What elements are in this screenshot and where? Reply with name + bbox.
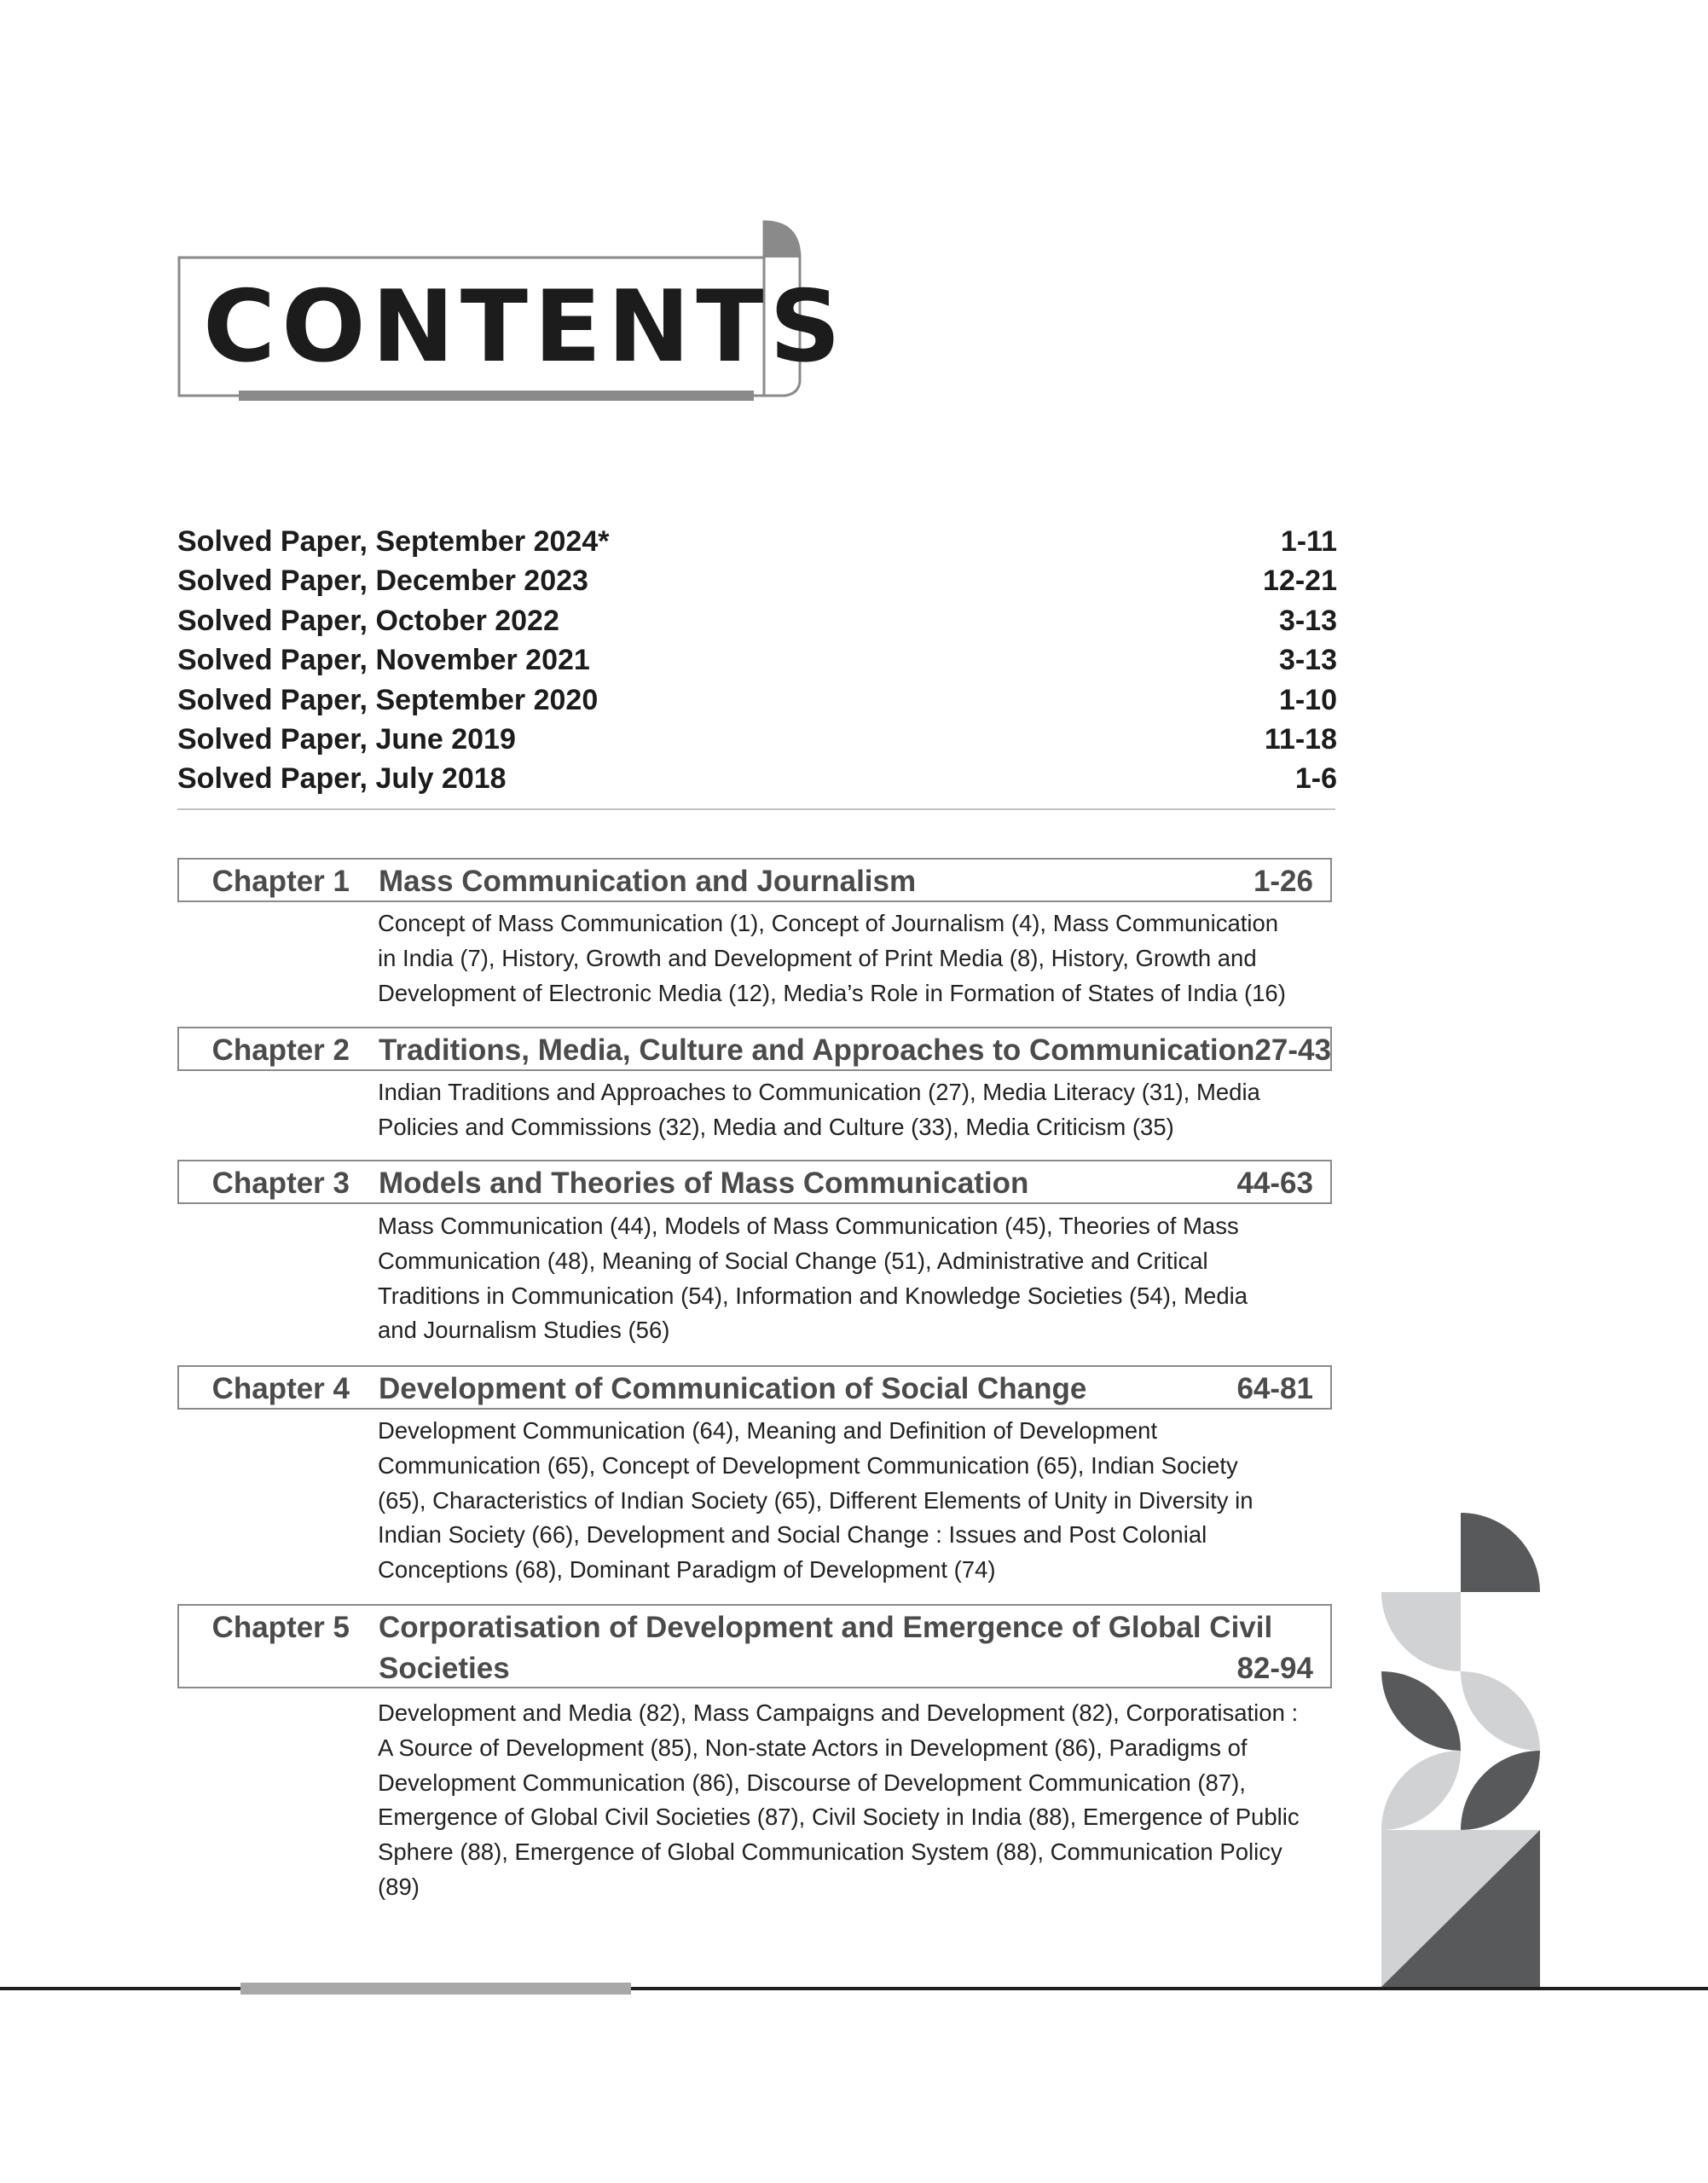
topic-line: (89)	[378, 1873, 420, 1900]
page-title: CONTENTS	[203, 269, 847, 385]
paper-row[interactable]	[177, 525, 1339, 565]
paper-pages: 1-10	[1278, 683, 1337, 716]
topic-line: Concept of Mass Communication (1), Concept of Journalism (4), Mass Communication	[378, 910, 1279, 936]
chapter-label: Chapter 2	[211, 1034, 350, 1067]
paper-row[interactable]	[177, 762, 1339, 802]
chapter-title: Corporatisation of Development and Emergence of Global Civil	[379, 1611, 1273, 1644]
chapter-2-heading[interactable]	[177, 1027, 1332, 1071]
topic-line: Indian Traditions and Approaches to Communication (27), Media Literacy (31), Media	[378, 1079, 1260, 1105]
chapter-pages: 1-26	[1253, 865, 1313, 898]
decorative-geometric-pattern	[1380, 1511, 1542, 1989]
chapter-title: Mass Communication and Journalism	[379, 865, 917, 898]
footer-accent-bar	[240, 1983, 631, 1995]
topic-line: Communication (48), Meaning of Social Change (51), Administrative and Critical	[378, 1247, 1208, 1274]
paper-label: Solved Paper, September 2024*	[177, 525, 610, 558]
topic-line: Development of Electronic Media (12), Media’s Role in Formation of States of India (16)	[378, 979, 1286, 1006]
topic-line: in India (7), History, Growth and Development of Print Media (8), History, Growth and	[378, 944, 1257, 971]
contents-banner	[177, 220, 847, 402]
paper-label: Solved Paper, October 2022	[177, 604, 559, 637]
chapter-pages: 82-94	[1236, 1652, 1313, 1685]
paper-label: Solved Paper, June 2019	[177, 722, 516, 756]
paper-row[interactable]	[177, 723, 1339, 762]
paper-label: Solved Paper, December 2023	[177, 565, 588, 598]
chapter-label: Chapter 5	[211, 1611, 350, 1644]
topic-line: Development and Media (82), Mass Campaigns and Development (82), Corporatisation :	[378, 1699, 1299, 1726]
topic-line: Mass Communication (44), Models of Mass Communication (45), Theories of Mass	[378, 1213, 1239, 1239]
topic-line: Sphere (88), Emergence of Global Communication System (88), Communication Policy	[378, 1838, 1282, 1866]
chapter-5-heading[interactable]	[177, 1604, 1332, 1688]
paper-label: Solved Paper, September 2020	[177, 683, 599, 716]
paper-row[interactable]	[177, 644, 1339, 683]
topic-line: Conceptions (68), Dominant Paradigm of Development (74)	[378, 1556, 996, 1584]
chapter-label: Chapter 1	[211, 865, 350, 898]
chapter-4-topics	[378, 1414, 1341, 1588]
chapter-1-topics	[378, 906, 1341, 1010]
paper-row[interactable]	[177, 684, 1339, 723]
paper-label: Solved Paper, July 2018	[177, 762, 507, 796]
chapter-pages: 64-81	[1236, 1372, 1313, 1405]
paper-row[interactable]	[177, 565, 1339, 604]
topic-line: Traditions in Communication (54), Information and Knowledge Societies (54), Media	[378, 1282, 1248, 1309]
chapter-3-topics	[378, 1209, 1341, 1348]
divider	[177, 808, 1335, 810]
chapter-label: Chapter 4	[211, 1372, 350, 1405]
paper-pages: 3-13	[1278, 604, 1337, 637]
chapter-4-heading[interactable]	[177, 1365, 1332, 1410]
topic-line: (65), Characteristics of Indian Society (65), Different Elements of Unity in Diversity in	[378, 1486, 1253, 1514]
topic-line: A Source of Development (85), Non-state Actors in Development (86), Paradigms of	[378, 1734, 1248, 1761]
chapter-pages: 44-63	[1236, 1167, 1313, 1200]
paper-label: Solved Paper, November 2021	[177, 644, 590, 677]
chapter-3-heading[interactable]	[177, 1160, 1332, 1204]
paper-pages: 3-13	[1278, 644, 1337, 677]
paper-pages: 1-6	[1294, 762, 1337, 796]
chapter-2-topics	[378, 1075, 1341, 1145]
chapter-title: Traditions, Media, Culture and Approaches to Communication27-43	[379, 1034, 1331, 1067]
chapter-title-continued: Societies	[379, 1652, 510, 1685]
chapter-title: Models and Theories of Mass Communication	[379, 1167, 1029, 1200]
topic-line: and Journalism Studies (56)	[378, 1317, 670, 1344]
solved-papers-list	[177, 525, 1339, 802]
chapter-5-topics	[378, 1696, 1341, 1905]
topic-line: Emergence of Global Civil Societies (87), Civil Society in India (88), Emergence of Public	[378, 1804, 1300, 1831]
topic-line: Development Communication (64), Meaning and Definition of Development	[378, 1417, 1158, 1444]
paper-pages: 11-18	[1264, 722, 1337, 756]
chapter-label: Chapter 3	[211, 1167, 350, 1200]
chapter-title: Development of Communication of Social Change	[379, 1372, 1087, 1405]
paper-row[interactable]	[177, 605, 1339, 644]
topic-line: Policies and Commissions (32), Media and Culture (33), Media Criticism (35)	[378, 1113, 1174, 1140]
paper-pages: 1-11	[1280, 525, 1337, 558]
topic-line: Communication (65), Concept of Development Communication (65), Indian Society	[378, 1451, 1238, 1479]
topic-line: Development Communication (86), Discourse of Development Communication (87),	[378, 1769, 1246, 1796]
chapter-1-heading[interactable]	[177, 858, 1332, 902]
paper-pages: 12-21	[1263, 565, 1337, 598]
topic-line: Indian Society (66), Development and Social Change : Issues and Post Colonial	[378, 1521, 1207, 1549]
